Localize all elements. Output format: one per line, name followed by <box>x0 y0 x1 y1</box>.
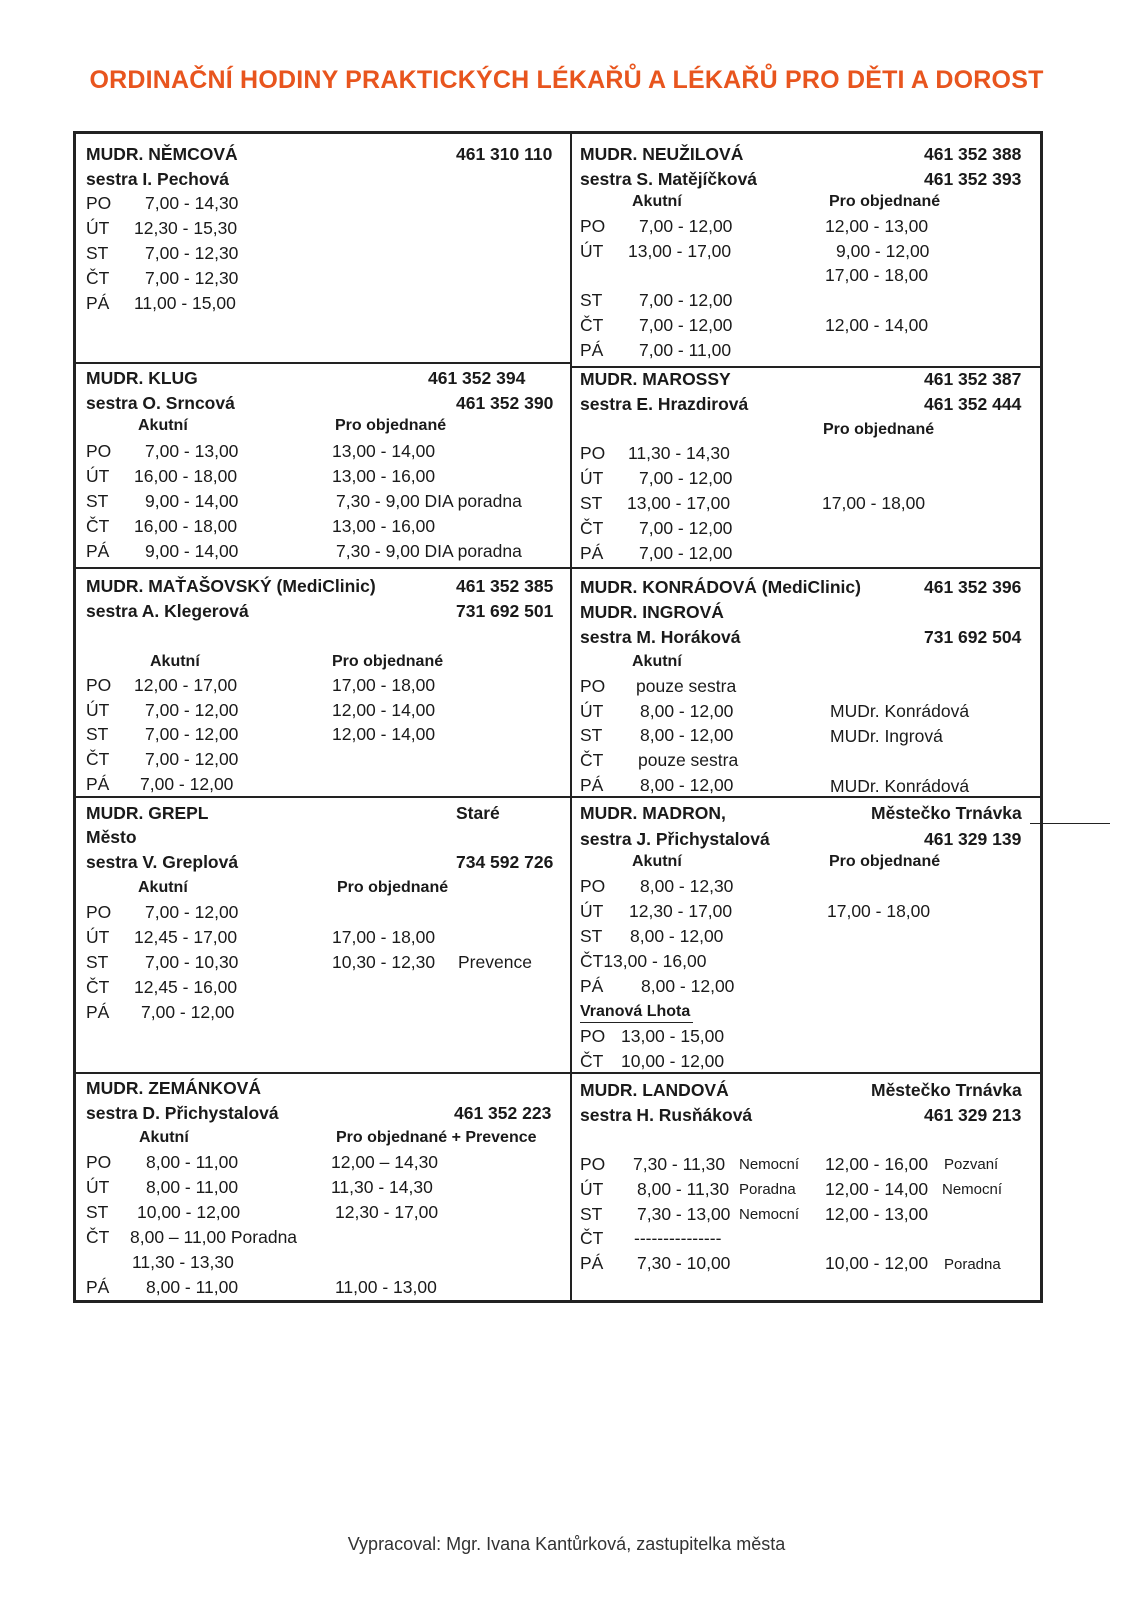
nurse: sestra E. Hrazdirová <box>580 394 749 414</box>
col-header: Pro objednané <box>823 421 935 438</box>
hours: 7,00 - 10,30 <box>145 952 239 972</box>
hours: 7,30 - 10,00 <box>637 1253 731 1273</box>
row-divider <box>73 1072 1043 1074</box>
day: PO <box>580 676 606 696</box>
phone: 461 310 110 <box>456 144 553 164</box>
day: ČT <box>580 750 604 770</box>
hours: 7,30 - 9,00 DIA poradna <box>336 491 522 511</box>
day: PÁ <box>580 340 604 360</box>
phone: 461 329 139 <box>924 829 1022 849</box>
hours: 8,00 - 11,00 <box>146 1177 239 1197</box>
hours: 12,00 - 13,00 <box>825 1204 929 1224</box>
day: ST <box>580 926 603 946</box>
day: ÚT <box>580 1179 604 1199</box>
row-divider <box>570 366 1043 368</box>
hours: 17,00 - 18,00 <box>825 265 929 285</box>
place: Městečko Trnávka <box>871 1080 1022 1100</box>
hours: 8,00 - 11,30 <box>637 1179 730 1199</box>
col-header: Pro objednané <box>335 417 447 434</box>
day: ST <box>580 725 603 745</box>
hours: 17,00 - 18,00 <box>332 927 436 947</box>
hours: 7,00 - 14,30 <box>145 193 239 213</box>
day: PO <box>86 441 112 461</box>
hours: 11,30 - 13,30 <box>132 1252 234 1272</box>
col-header: Akutní <box>632 853 682 870</box>
hours: 7,00 - 12,00 <box>639 468 733 488</box>
day: PÁ <box>86 1002 110 1022</box>
hours: 7,30 - 9,00 DIA poradna <box>336 541 522 561</box>
hours: 7,00 - 12,30 <box>145 243 239 263</box>
hours: 12,00 - 17,00 <box>134 675 238 695</box>
row-divider <box>73 362 571 364</box>
hours: 13,00 - 17,00 <box>627 493 731 513</box>
doctor-name: MUDR. ZEMÁNKOVÁ <box>86 1078 261 1098</box>
day: PO <box>580 1154 606 1174</box>
hours: 7,00 - 12,00 <box>639 518 733 538</box>
note: Nemocní <box>942 1181 1003 1198</box>
hours: 7,00 - 12,00 <box>140 774 234 794</box>
nurse: sestra S. Matějíčková <box>580 169 758 189</box>
day: ÚT <box>86 1177 110 1197</box>
col-header: Pro objednané <box>337 879 449 896</box>
hours: ČT13,00 - 16,00 <box>580 951 707 971</box>
phone: 461 352 390 <box>456 393 554 413</box>
hours: 10,30 - 12,30 <box>332 952 436 972</box>
nurse: sestra A. Klegerová <box>86 601 249 621</box>
nurse: sestra H. Rusňáková <box>580 1105 753 1125</box>
day: PÁ <box>580 543 604 563</box>
hours: 7,00 - 12,00 <box>639 543 733 563</box>
hours: 12,00 - 13,00 <box>825 216 929 236</box>
col-header: Akutní <box>138 417 188 434</box>
col-header: Akutní <box>632 193 682 210</box>
phone: 461 352 385 <box>456 576 554 596</box>
note: Prevence <box>458 952 532 972</box>
assigned-doctor: MUDr. Ingrová <box>830 726 943 746</box>
hours: 8,00 - 12,00 <box>630 926 724 946</box>
hours: 7,00 - 13,00 <box>145 441 239 461</box>
doctor-name: MUDR. KONRÁDOVÁ (MediClinic) <box>580 577 861 597</box>
day: ČT <box>580 1228 604 1248</box>
hours: 12,30 - 15,30 <box>134 218 238 238</box>
hours: 8,00 - 12,00 <box>641 976 735 996</box>
hours: 12,00 - 16,00 <box>825 1154 929 1174</box>
hours: 12,30 - 17,00 <box>335 1202 439 1222</box>
hours: 7,00 - 12,00 <box>145 902 239 922</box>
hours: 8,00 - 12,00 <box>640 701 734 721</box>
place: Staré <box>456 803 500 823</box>
day: PÁ <box>580 1253 604 1273</box>
hours: 12,45 - 17,00 <box>134 927 238 947</box>
hours: 12,00 - 14,00 <box>332 700 436 720</box>
day: PO <box>580 1026 606 1046</box>
extension-line <box>1030 823 1110 824</box>
hours: 12,00 - 14,00 <box>332 724 436 744</box>
phone: 461 352 444 <box>924 394 1022 414</box>
hours: pouze sestra <box>638 750 739 770</box>
hours: 17,00 - 18,00 <box>822 493 926 513</box>
day: ST <box>86 724 109 744</box>
day: ST <box>86 952 109 972</box>
hours: 12,45 - 16,00 <box>134 977 238 997</box>
hours: 9,00 - 12,00 <box>836 241 930 261</box>
col-header: Pro objednané <box>829 853 941 870</box>
page-title: ORDINAČNÍ HODINY PRAKTICKÝCH LÉKAŘŮ A LÉKAŘŮ PRO DĚTI A DOROST <box>89 66 1044 94</box>
day: PO <box>86 902 112 922</box>
hours: 8,00 - 11,00 <box>146 1277 239 1297</box>
day: ST <box>86 243 109 263</box>
day: PÁ <box>86 541 110 561</box>
column-divider <box>570 133 572 1301</box>
doctor-name: MUDR. MAROSSY <box>580 369 731 389</box>
day: ÚT <box>86 218 110 238</box>
day: PÁ <box>580 976 604 996</box>
col-header: Akutní <box>150 653 200 670</box>
day: PO <box>86 1152 112 1172</box>
hours: 7,00 - 12,30 <box>145 268 239 288</box>
hours: 8,00 - 11,00 <box>146 1152 239 1172</box>
hours: 10,00 - 12,00 <box>137 1202 241 1222</box>
nurse: sestra V. Greplová <box>86 852 239 872</box>
doctor-name: MUDR. INGROVÁ <box>580 602 724 622</box>
phone: 461 352 393 <box>924 169 1022 189</box>
hours: 8,00 – 11,00 Poradna <box>130 1227 298 1247</box>
day: ČT <box>580 518 604 538</box>
hours: 10,00 - 12,00 <box>825 1253 929 1273</box>
day: ČT <box>86 977 110 997</box>
doctor-name: MUDR. GREPL <box>86 803 209 823</box>
hours: 8,00 - 12,30 <box>640 876 734 896</box>
hours: 8,00 - 12,00 <box>640 775 734 795</box>
hours: 12,00 - 14,00 <box>825 1179 929 1199</box>
assigned-doctor: MUDr. Konrádová <box>830 701 970 721</box>
hours: 7,00 - 12,00 <box>145 700 239 720</box>
branch-name: Vranová Lhota <box>580 1003 693 1023</box>
hours: pouze sestra <box>636 676 737 696</box>
note: Poradna <box>944 1256 1001 1273</box>
day: ST <box>580 493 603 513</box>
hours: 9,00 - 14,00 <box>145 491 239 511</box>
col-header: Pro objednané <box>332 653 444 670</box>
day: ST <box>86 1202 109 1222</box>
doctor-name: MUDR. MADRON, <box>580 803 726 823</box>
nurse: sestra J. Přichystalová <box>580 829 770 849</box>
hours: 8,00 - 12,00 <box>640 725 734 745</box>
hours: 13,00 - 16,00 <box>332 466 436 486</box>
day: ÚT <box>580 901 604 921</box>
note: Poradna <box>739 1181 796 1198</box>
assigned-doctor: MUDr. Konrádová <box>830 776 970 796</box>
place: Město <box>86 827 137 847</box>
phone: 461 352 394 <box>428 368 526 388</box>
day: ČT <box>580 315 604 335</box>
doctor-name: MUDR. MAŤAŠOVSKÝ (MediClinic) <box>86 576 376 596</box>
day: ST <box>580 290 603 310</box>
day: ÚT <box>86 466 110 486</box>
day: PO <box>580 876 606 896</box>
day: ÚT <box>580 468 604 488</box>
note: Nemocní <box>739 1206 800 1223</box>
note: Pozvaní <box>944 1156 999 1173</box>
hours: 9,00 - 14,00 <box>145 541 239 561</box>
hours: 13,00 - 14,00 <box>332 441 436 461</box>
doctor-name: MUDR. NEUŽILOVÁ <box>580 144 744 164</box>
day: PO <box>86 675 112 695</box>
note: Nemocní <box>739 1156 800 1173</box>
nurse: sestra D. Přichystalová <box>86 1103 279 1123</box>
nurse: sestra M. Horáková <box>580 627 741 647</box>
hours: 7,00 - 12,00 <box>141 1002 235 1022</box>
day: ČT <box>86 516 110 536</box>
doctor-name: MUDR. LANDOVÁ <box>580 1080 729 1100</box>
col-header: Pro objednané <box>829 193 941 210</box>
phone: 461 352 396 <box>924 577 1022 597</box>
hours: 17,00 - 18,00 <box>827 901 931 921</box>
day: PÁ <box>86 1277 110 1297</box>
day: PÁ <box>86 293 110 313</box>
row-divider <box>73 567 1043 569</box>
hours: 11,30 - 14,30 <box>331 1177 433 1197</box>
phone: 461 352 388 <box>924 144 1022 164</box>
day: PO <box>580 443 606 463</box>
hours: 7,30 - 11,30 <box>633 1154 726 1174</box>
col-header: Akutní <box>138 879 188 896</box>
day: PO <box>86 193 112 213</box>
phone: 734 592 726 <box>456 852 554 872</box>
day: ČT <box>580 1051 604 1071</box>
day: ÚT <box>580 241 604 261</box>
hours: 12,00 – 14,30 <box>331 1152 439 1172</box>
hours: 7,30 - 13,00 <box>637 1204 731 1224</box>
hours: 11,00 - 13,00 <box>335 1277 437 1297</box>
day: ČT <box>86 268 110 288</box>
hours: 12,00 - 14,00 <box>825 315 929 335</box>
doctor-name: MUDR. KLUG <box>86 368 198 388</box>
day: PO <box>580 216 606 236</box>
hours: 16,00 - 18,00 <box>134 516 238 536</box>
phone: 461 352 223 <box>454 1103 552 1123</box>
hours: 17,00 - 18,00 <box>332 675 436 695</box>
day: PÁ <box>86 774 110 794</box>
phone: 461 329 213 <box>924 1105 1022 1125</box>
hours: 7,00 - 12,00 <box>145 749 239 769</box>
hours: 13,00 - 15,00 <box>621 1026 725 1046</box>
place: Městečko Trnávka <box>871 803 1022 823</box>
day: ÚT <box>580 701 604 721</box>
phone: 461 352 387 <box>924 369 1022 389</box>
hours: 13,00 - 16,00 <box>332 516 436 536</box>
col-header: Akutní <box>139 1129 189 1146</box>
hours: 7,00 - 12,00 <box>145 724 239 744</box>
phone: 731 692 504 <box>924 627 1022 647</box>
hours: 7,00 - 12,00 <box>639 290 733 310</box>
footer-author: Vypracoval: Mgr. Ivana Kantůrková, zastupitelka města <box>347 1534 786 1554</box>
day: PÁ <box>580 775 604 795</box>
hours: 7,00 - 12,00 <box>639 216 733 236</box>
col-header: Pro objednané + Prevence <box>336 1129 537 1146</box>
day: ČT <box>86 1227 110 1247</box>
day: ÚT <box>86 700 110 720</box>
day: ÚT <box>86 927 110 947</box>
nurse: sestra O. Srncová <box>86 393 235 413</box>
hours: 13,00 - 17,00 <box>628 241 732 261</box>
hours: 11,30 - 14,30 <box>628 443 730 463</box>
nurse: sestra I. Pechová <box>86 169 229 189</box>
hours: 16,00 - 18,00 <box>134 466 238 486</box>
day: ČT <box>86 749 110 769</box>
day: ST <box>86 491 109 511</box>
hours: 12,30 - 17,00 <box>629 901 733 921</box>
hours: 11,00 - 15,00 <box>134 293 236 313</box>
hours: --------------- <box>634 1228 722 1248</box>
hours: 7,00 - 11,00 <box>639 340 732 360</box>
day: ST <box>580 1204 603 1224</box>
doctor-name: MUDR. NĚMCOVÁ <box>86 144 238 164</box>
phone: 731 692 501 <box>456 601 554 621</box>
col-header: Akutní <box>632 653 682 670</box>
hours: 10,00 - 12,00 <box>621 1051 725 1071</box>
hours: 7,00 - 12,00 <box>639 315 733 335</box>
